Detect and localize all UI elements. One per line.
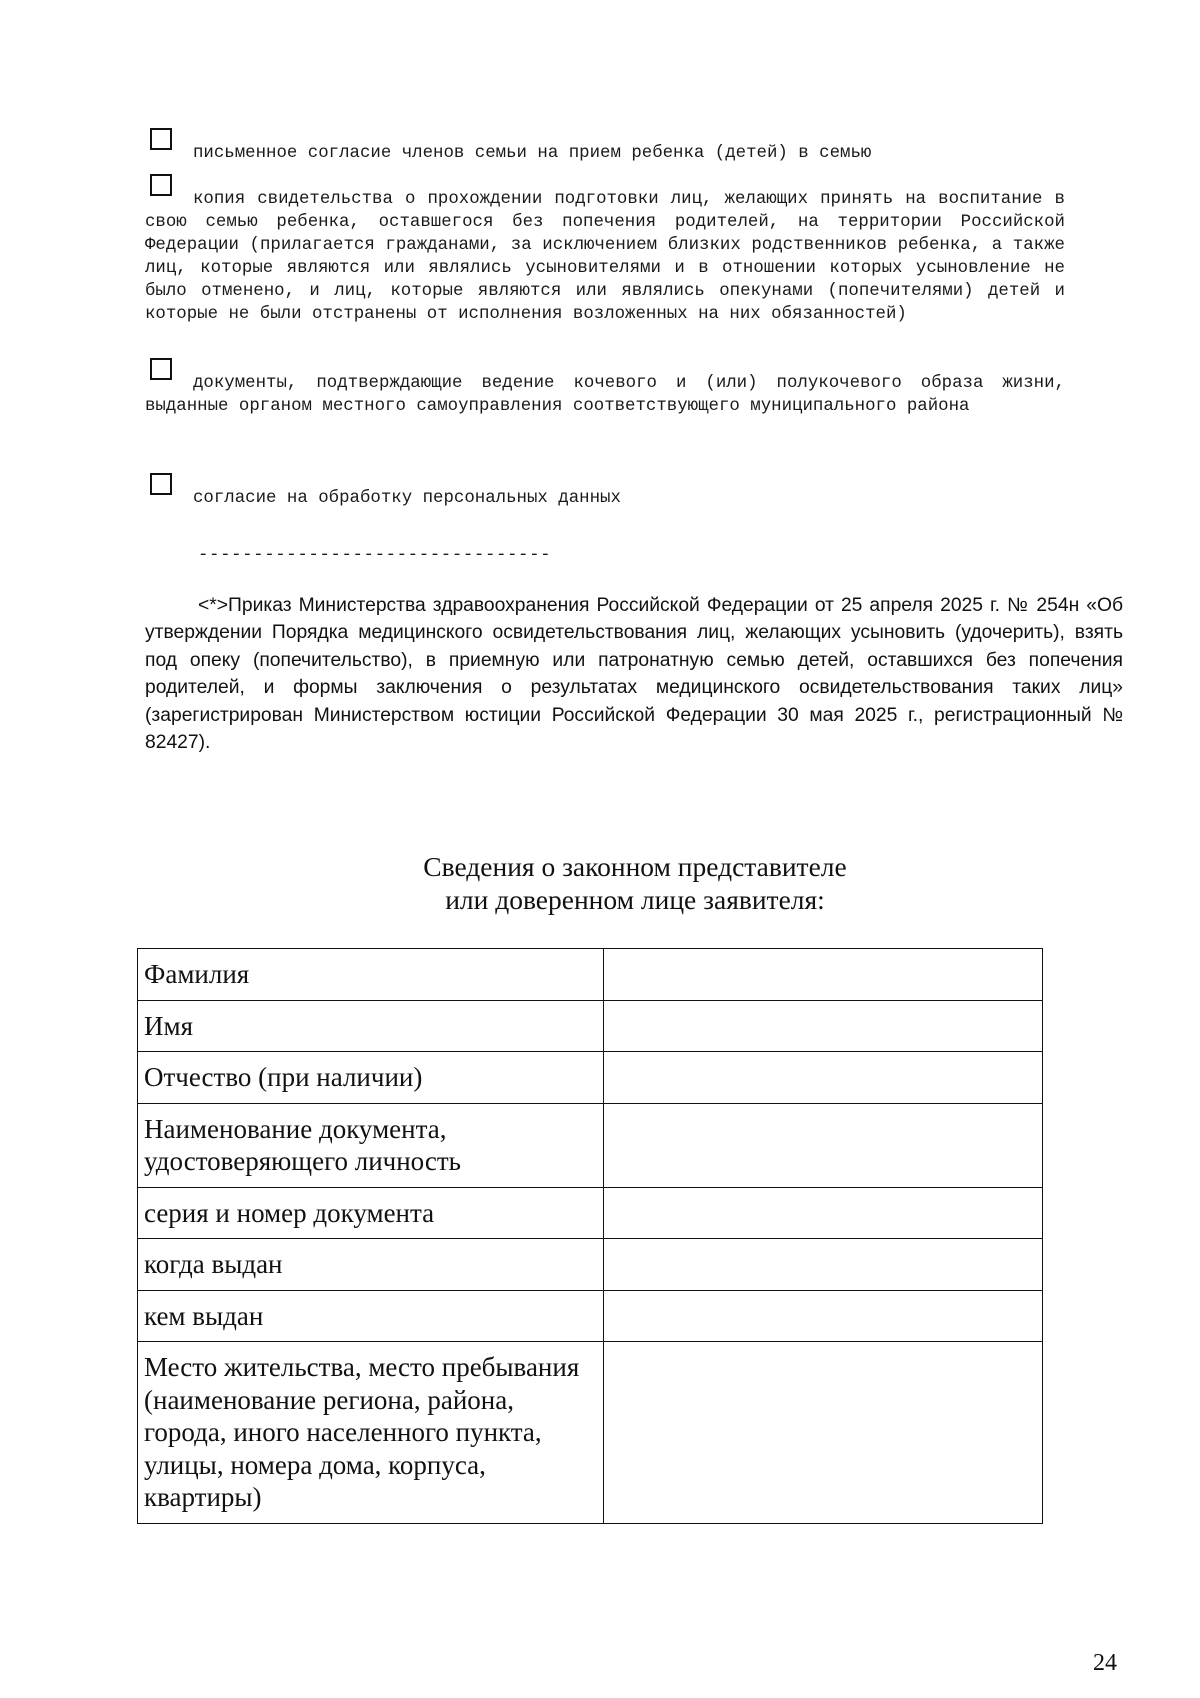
value-cell[interactable] xyxy=(604,1052,1043,1104)
row-label: кем выдан xyxy=(138,1290,604,1342)
section-title xyxy=(300,850,970,916)
table-row xyxy=(138,949,1043,1001)
section-title-line-2: или доверенном лице заявителя: xyxy=(445,884,825,915)
checkbox[interactable] xyxy=(150,128,172,150)
value-cell[interactable] xyxy=(604,1000,1043,1052)
value-cell[interactable] xyxy=(604,1187,1043,1239)
table-row xyxy=(138,1052,1043,1104)
checkbox-item-personal-data-consent xyxy=(145,487,1065,510)
table-row xyxy=(138,1103,1043,1187)
row-label: когда выдан xyxy=(138,1239,604,1291)
checkbox-item-training-certificate xyxy=(145,188,1065,326)
checkbox-label: документы, подтверждающие ведение кочевого и (или) полукочевого образа жизни, выданные органом местного самоуправления соответствующего муниципального района xyxy=(145,374,1065,416)
row-label: Наименование документа, удостоверяющего личность xyxy=(138,1103,604,1187)
checkbox-label: согласие на обработку персональных данных xyxy=(193,489,621,508)
section-title-line-1: Сведения о законном представителе xyxy=(423,851,847,882)
footnote-separator: -------------------------------- xyxy=(198,546,552,565)
checkbox[interactable] xyxy=(150,358,172,380)
checkbox-label: копия свидетельства о прохождении подготовки лиц, желающих принять на воспитание в свою семью ребенка, оставшегося без попечения родителей, на территории Российской Федерации (прилагается гражданами, за исключением близких родственников ребенка, а также лиц, которые являются или являлись усыновителями и в отношении которых усыновление не было отменено, и лиц, которые являются или являлись опекунами (попечителями) детей и которые не были отстранены от исполнения возложенных на них обязанностей) xyxy=(145,190,1065,324)
footnote-text: <*>Приказ Министерства здравоохранения Российской Федерации от 25 апреля 2025 г. № 254н «Об утверждении Порядка медицинского освидетельствования лиц, желающих усыновить (удочерить), взять под опеку (попечительство), в приемную или патронатную семью детей, оставшихся без попечения родителей, и формы заключения о результатах медицинского освидетельствования таких лиц» (зарегистрирован Министерством юстиции Российской Федерации 30 мая 2025 г., регистрационный № 82427). xyxy=(145,595,1123,754)
checkbox[interactable] xyxy=(150,174,172,196)
table-row xyxy=(138,1342,1043,1524)
value-cell[interactable] xyxy=(604,1342,1043,1524)
row-label: Имя xyxy=(138,1000,604,1052)
table-row xyxy=(138,1290,1043,1342)
table-row xyxy=(138,1239,1043,1291)
checkbox-label: письменное согласие членов семьи на прием ребенка (детей) в семью xyxy=(193,144,872,163)
row-label: Место жительства, место пребывания (наименование региона, района, города, иного населенного пункта, улицы, номера дома, корпуса, квартиры) xyxy=(138,1342,604,1524)
value-cell[interactable] xyxy=(604,1103,1043,1187)
footnote xyxy=(145,592,1123,756)
value-cell[interactable] xyxy=(604,1290,1043,1342)
checkbox-item-family-consent xyxy=(145,142,1065,165)
row-label: Отчество (при наличии) xyxy=(138,1052,604,1104)
value-cell[interactable] xyxy=(604,949,1043,1001)
row-label: Фамилия xyxy=(138,949,604,1001)
value-cell[interactable] xyxy=(604,1239,1043,1291)
representative-table xyxy=(137,948,1043,1524)
checkbox[interactable] xyxy=(150,473,172,495)
page-number: 24 xyxy=(1093,1650,1117,1676)
table-row xyxy=(138,1000,1043,1052)
table-row xyxy=(138,1187,1043,1239)
row-label: серия и номер документа xyxy=(138,1187,604,1239)
checkbox-item-nomadic-documents xyxy=(145,372,1065,418)
